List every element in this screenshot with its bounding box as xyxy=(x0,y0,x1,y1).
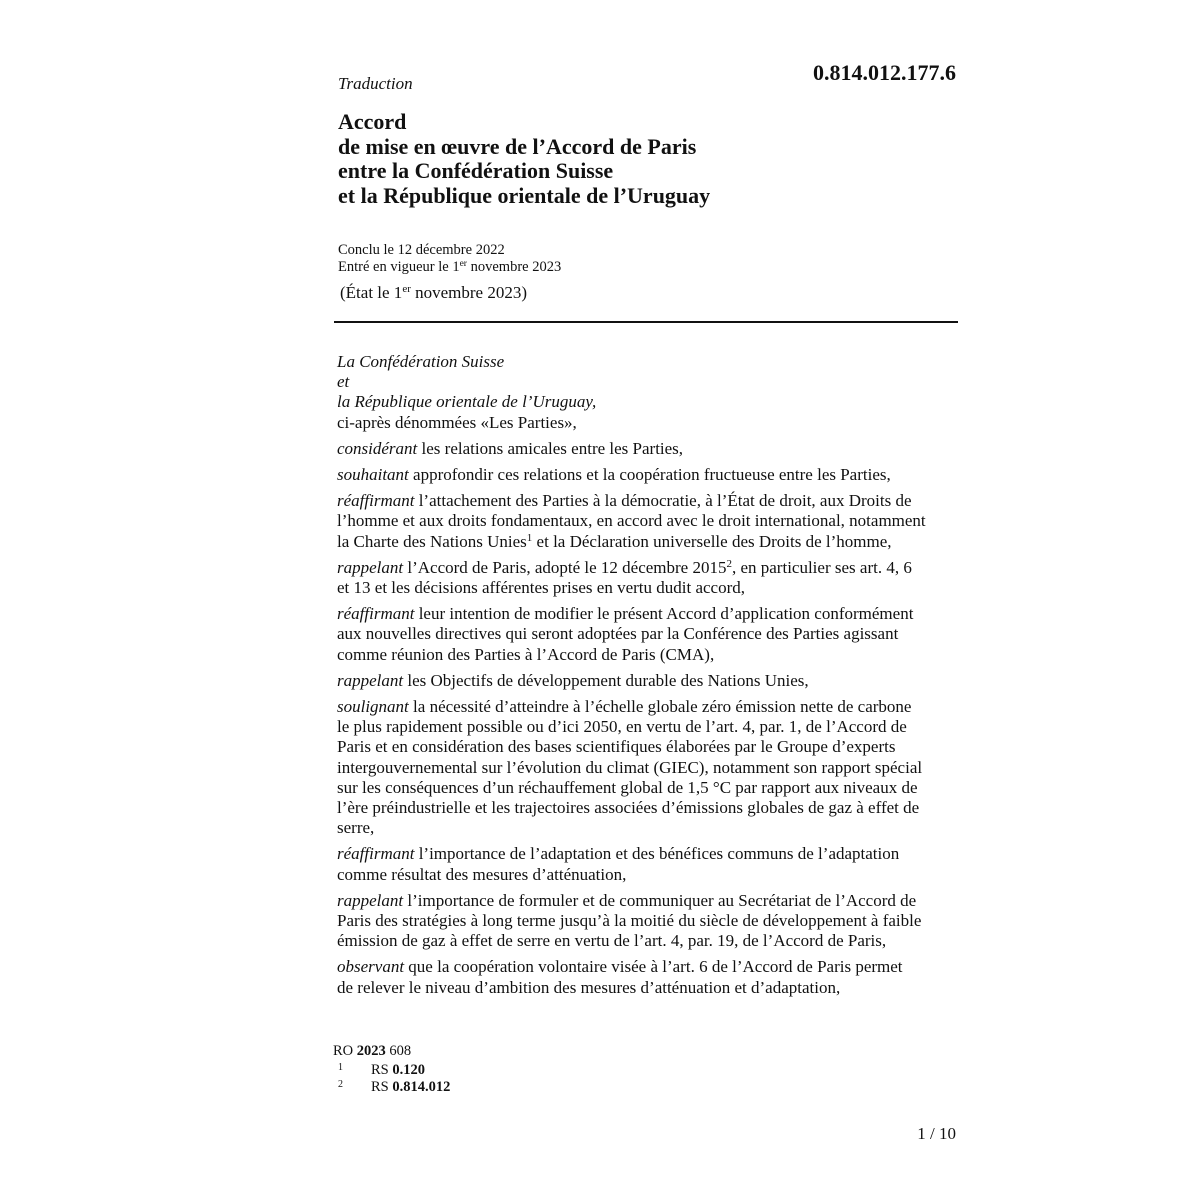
page-number: 1 / 10 xyxy=(917,1124,956,1143)
official-compilation-ref: RO 2023 608 xyxy=(333,1043,412,1059)
preamble-paragraph: soulignant la nécessité d’atteindre à l’échelle globale zéro émission nette de carbone le plus rapidement possible ou d’ici 2050, en vertu de l’art. 4, par. 1, de l’Accord de Paris et en considération des bases scientifiques élaborées par le Groupe d’experts intergouvernemental sur l’évolution du climat (GIEC), notamment son rapport spécial sur les conséquences d’un réchauffement global de 1,5 °C par rapport aux niveaux de l’ère préindustrielle et les trajectoires associées d’émissions globales de gaz à effet de serre, xyxy=(337,697,923,838)
footnote-text: RS 0.814.012 xyxy=(371,1079,451,1095)
footnote-text: RS 0.120 xyxy=(371,1062,425,1078)
preamble xyxy=(337,352,954,998)
party-name: La Confédération Suisse xyxy=(337,352,505,371)
preamble-paragraph: réaffirmant leur intention de modifier le présent Accord d’application conformément aux nouvelles directives qui seront adoptées par la Conférence des Parties agissant comme réunion des Parties à l’Accord de Paris (CMA), xyxy=(337,604,914,664)
parties-designation: ci-après dénommées «Les Parties», xyxy=(337,412,577,432)
preamble-paragraph: observant que la coopération volontaire visée à l’art. 6 de l’Accord de Paris permet de relever le niveau d’ambition des mesures d’atténuation et d’adaptation, xyxy=(337,957,903,997)
preamble-paragraph: souhaitant approfondir ces relations et la coopération fructueuse entre les Parties, xyxy=(337,465,891,485)
title-line: Accord xyxy=(338,109,407,134)
conjunction: et xyxy=(337,372,350,392)
parties-block xyxy=(337,352,954,433)
title-line: de mise en œuvre de l’Accord de Paris xyxy=(338,133,697,159)
footnote-ref: 2 xyxy=(726,557,732,570)
header-divider xyxy=(334,321,958,323)
preamble-paragraph: rappelant les Objectifs de développement durable des Nations Unies, xyxy=(337,670,809,690)
document-title xyxy=(338,110,958,208)
footnote-mark: 2 xyxy=(338,1079,343,1090)
document-ref-number: 0.814.012.177.6 xyxy=(813,60,956,85)
document-dates xyxy=(338,242,561,276)
title-line: et la République orientale de l’Uruguay xyxy=(338,182,711,208)
concluded-date: Conclu le 12 décembre 2022 xyxy=(338,242,505,258)
preamble-paragraph: rappelant l’importance de formuler et de communiquer au Secrétariat de l’Accord de Paris des stratégies à long terme jusqu’à la moitié du siècle de développement à faible émission de gaz à effet de serre en vertu de l’art. 4, par. 19, de l’Accord de Paris, xyxy=(337,890,922,951)
party-name: la République orientale de l’Uruguay, xyxy=(337,392,597,412)
status-date: (État le 1er novembre 2023) xyxy=(340,283,527,302)
footnote-mark: 1 xyxy=(338,1062,343,1073)
footnote-ref: 1 xyxy=(526,531,533,544)
translation-label: Traduction xyxy=(338,74,413,93)
entry-into-force-date: Entré en vigueur le 1er novembre 2023 xyxy=(338,259,562,275)
preamble-paragraph: réaffirmant l’attachement des Parties à la démocratie, à l’État de droit, aux Droits de l’homme et aux droits fondamentaux, en accord avec le droit international, notamment la Charte des Nations Unies$^1$ et la Déclaration universelle des Droits de l’homme, xyxy=(337,491,926,551)
preamble-paragraph: considérant les relations amicales entre les Parties, xyxy=(337,438,684,458)
preamble-paragraph: rappelant l’Accord de Paris, adopté le 12 décembre 2015$^2$, en particulier ses art. 4, 6 et 13 et les décisions afférentes prises en vertu dudit accord, xyxy=(337,557,912,598)
preamble-paragraph: réaffirmant l’importance de l’adaptation et des bénéfices communs de l’adaptation comme résultat des mesures d’atténuation, xyxy=(337,844,900,884)
title-line: entre la Confédération Suisse xyxy=(338,158,614,183)
